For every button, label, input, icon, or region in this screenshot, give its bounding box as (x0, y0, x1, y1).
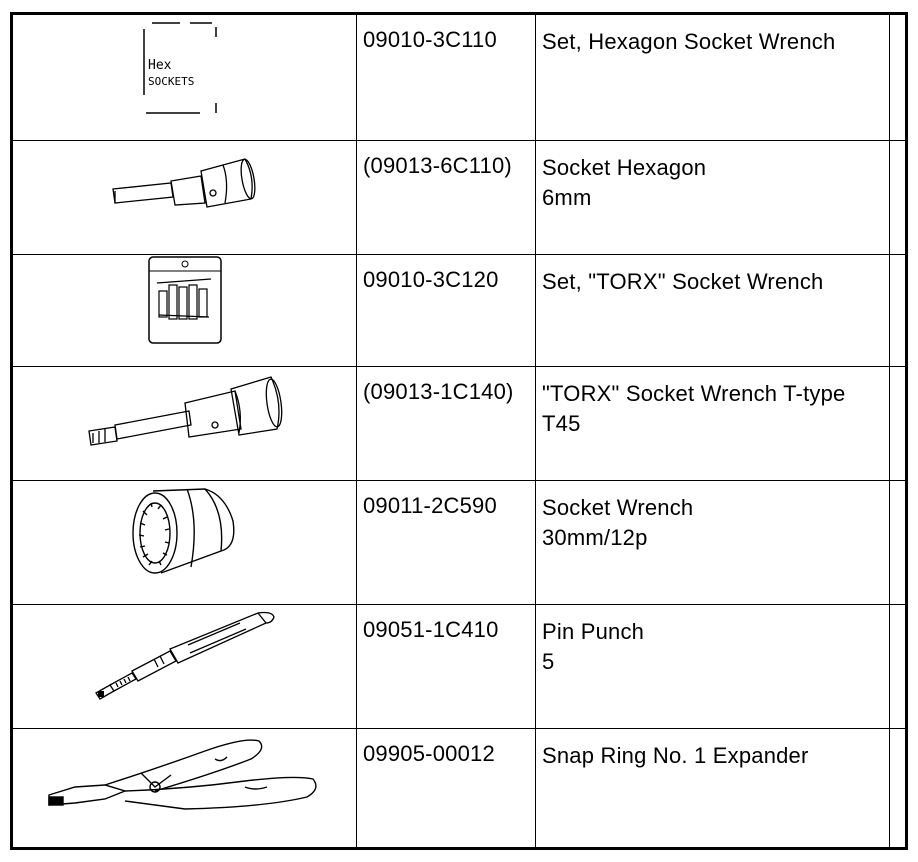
tool-illustration-cell (13, 728, 357, 847)
tool-spec: 30mm/12p (542, 524, 648, 550)
tool-description: Socket Hexagon (542, 154, 707, 180)
blank-cell (890, 480, 909, 604)
tool-description: Snap Ring No. 1 Expander (542, 742, 809, 768)
blank-cell (890, 140, 909, 254)
part-number: 09010-3C120 (363, 266, 499, 292)
tool-illustration-cell (13, 140, 357, 254)
tool-description: Pin Punch (542, 618, 645, 644)
special-tools-table (13, 15, 908, 847)
snap-ring-expander-icon (45, 729, 325, 819)
blank-cell (890, 604, 909, 728)
tool-illustration-cell (13, 254, 357, 366)
part-number: 09051-1C410 (363, 616, 499, 642)
pin-punch-icon (90, 605, 280, 705)
blank-cell (890, 254, 909, 366)
part-number: 09011-2C590 (363, 492, 497, 518)
set-label-line1: Hex (147, 58, 171, 73)
tool-description: "TORX" Socket Wrench T-type (542, 380, 846, 406)
blank-cell (890, 728, 909, 847)
part-number: (09013-1C140) (363, 378, 514, 404)
table-row (13, 604, 908, 728)
tool-spec: 6mm (542, 184, 592, 210)
table-row (13, 15, 908, 140)
table-row (13, 366, 908, 480)
hexagon-socket-icon (105, 141, 265, 221)
tool-description: Set, Hexagon Socket Wrench (542, 29, 836, 54)
blank-cell (890, 15, 909, 140)
part-number: 09905-00012 (363, 740, 495, 766)
tool-spec: 5 (542, 648, 555, 674)
special-tools-table-frame (10, 12, 908, 850)
part-number: (09013-6C110) (363, 152, 512, 178)
tool-illustration-cell (13, 480, 357, 604)
table-row (13, 140, 908, 254)
tool-illustration-cell (13, 15, 357, 140)
socket-wrench-icon (125, 481, 245, 581)
table-row (13, 728, 908, 847)
tool-description: Set, "TORX" Socket Wrench (542, 268, 824, 294)
tool-illustration-cell (13, 604, 357, 728)
part-number: 09010-3C110 (363, 27, 497, 52)
tool-description: Socket Wrench (542, 494, 694, 520)
hexagon-socket-wrench-set-icon (140, 15, 230, 115)
torx-socket-wrench-icon (85, 367, 285, 453)
table-row (13, 480, 908, 604)
blank-cell (890, 366, 909, 480)
tool-spec: T45 (542, 410, 581, 436)
set-label-line2: SOCKETS (147, 75, 194, 88)
table-row (13, 254, 908, 366)
tool-illustration-cell (13, 366, 357, 480)
torx-socket-wrench-set-icon (145, 255, 225, 347)
